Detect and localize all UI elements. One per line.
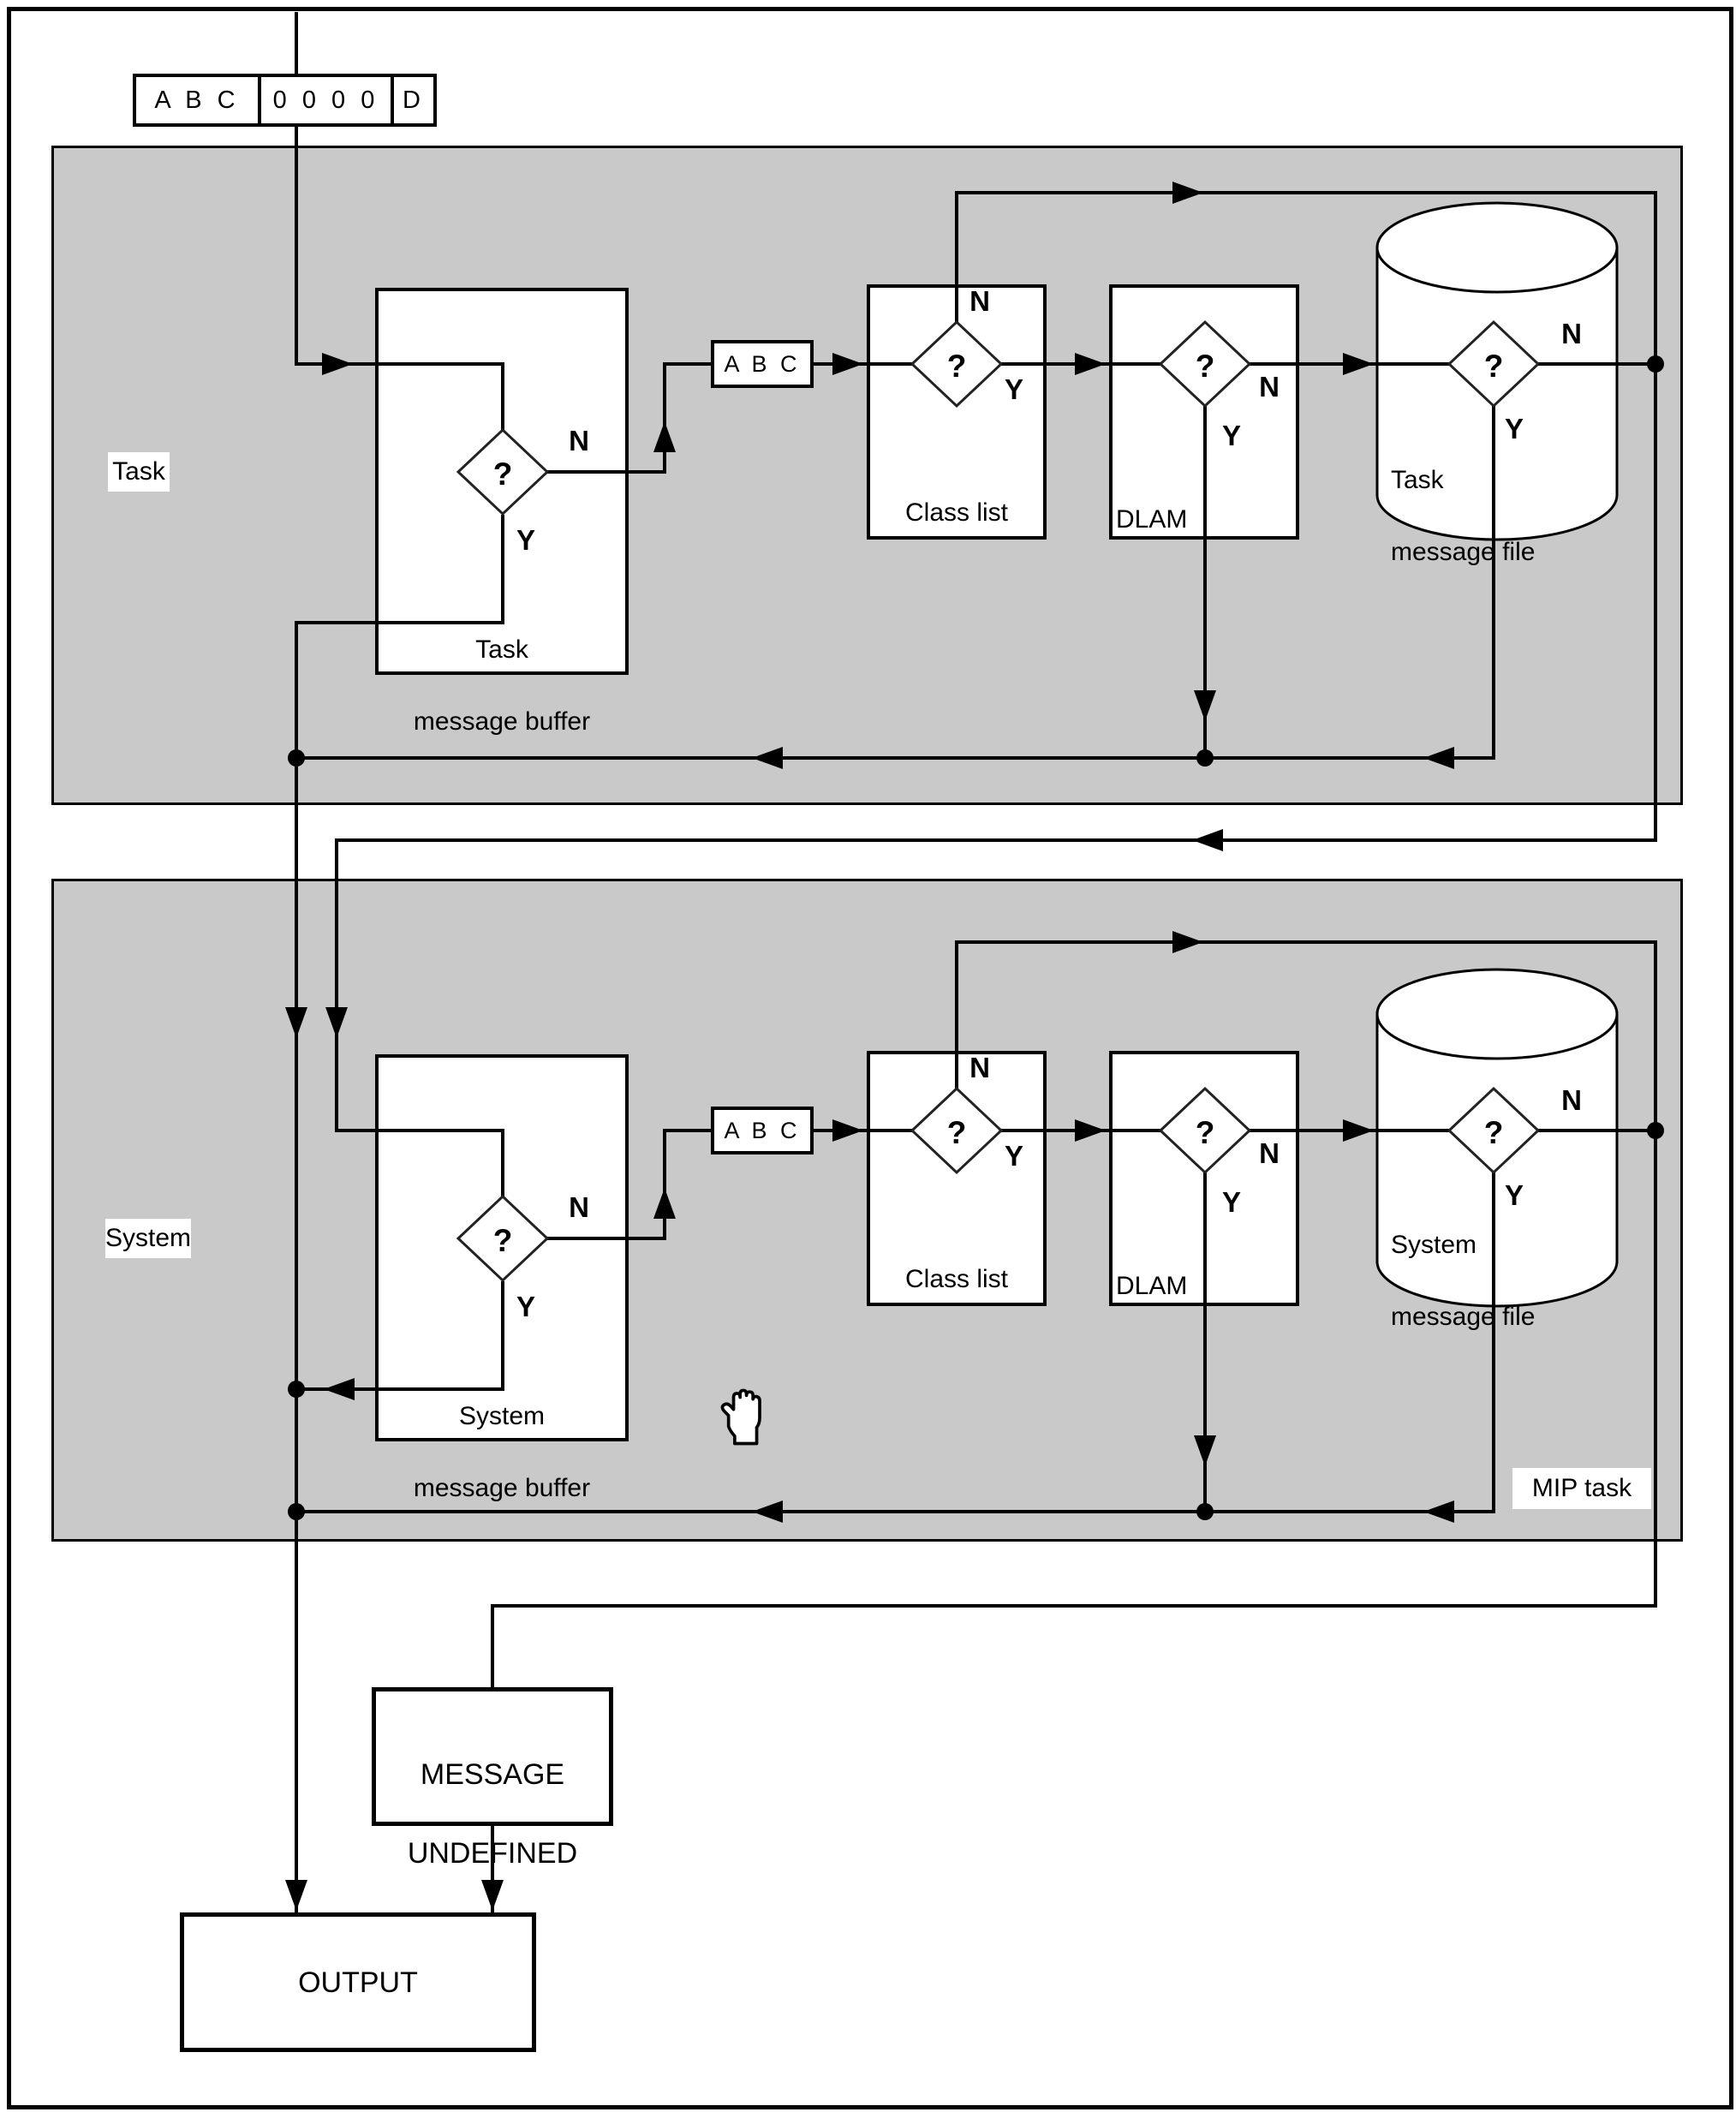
task-file-label-line2: message file xyxy=(1391,538,1536,566)
mip-task-label: MIP task xyxy=(1512,1468,1651,1509)
message-undefined-label xyxy=(373,1715,611,1912)
system-class-y: Y xyxy=(1004,1140,1024,1172)
system-file-n: N xyxy=(1561,1084,1582,1116)
system-buffer-label-line2: message buffer xyxy=(413,1474,591,1502)
message-undefined-line2: UNDEFINED xyxy=(407,1837,578,1870)
message-undefined-line1: MESSAGE xyxy=(420,1758,565,1791)
task-dlam-y: Y xyxy=(1221,420,1242,451)
task-buffer-question: ? xyxy=(492,456,513,492)
register-cell-abc: A B C xyxy=(154,86,240,114)
system-buffer-question: ? xyxy=(492,1223,513,1258)
task-file-label-line1: Task xyxy=(1391,466,1444,494)
task-class-n: N xyxy=(969,285,990,317)
hand-grab-icon xyxy=(716,1386,769,1449)
task-file-y: Y xyxy=(1504,413,1524,444)
system-section-label: System xyxy=(105,1219,191,1258)
task-file-question: ? xyxy=(1483,349,1504,384)
task-dlam-label: DLAM xyxy=(1116,505,1188,534)
system-class-question: ? xyxy=(946,1115,967,1150)
system-file-label-line1: System xyxy=(1391,1231,1477,1259)
system-abc-box: A B C xyxy=(711,1107,814,1154)
system-buffer-y: Y xyxy=(516,1291,536,1322)
system-class-n: N xyxy=(969,1052,990,1083)
system-class-list-label: Class list xyxy=(904,1265,1008,1293)
system-dlam-y: Y xyxy=(1221,1186,1242,1218)
output-box: OUTPUT xyxy=(180,1912,536,2052)
task-section-label: Task xyxy=(108,452,170,492)
system-dlam-n: N xyxy=(1259,1137,1280,1169)
system-dlam-label: DLAM xyxy=(1116,1272,1188,1300)
task-file-n: N xyxy=(1561,318,1582,349)
system-file-label-line2: message file xyxy=(1391,1303,1536,1331)
system-buffer-label-line1: System xyxy=(458,1402,546,1430)
task-abc-box: A B C xyxy=(711,340,814,388)
task-dlam-question: ? xyxy=(1195,349,1215,384)
task-class-list-label: Class list xyxy=(904,498,1008,527)
register-cell-zeros: 0 0 0 0 xyxy=(258,77,391,123)
task-buffer-y: Y xyxy=(516,524,536,556)
task-class-question: ? xyxy=(946,349,967,384)
task-class-y: Y xyxy=(1004,373,1024,405)
task-dlam-n: N xyxy=(1259,371,1280,403)
system-file-question: ? xyxy=(1483,1115,1504,1150)
task-buffer-n: N xyxy=(569,425,589,456)
task-file-label xyxy=(1391,427,1588,606)
system-buffer-n: N xyxy=(569,1191,589,1223)
task-buffer-label xyxy=(377,596,627,776)
system-file-label xyxy=(1391,1191,1588,1371)
arrowheads xyxy=(285,182,1454,1911)
task-buffer-label-line1: Task xyxy=(475,635,528,664)
system-buffer-label xyxy=(377,1363,627,1542)
register-cell-d: D xyxy=(391,77,433,123)
system-file-y: Y xyxy=(1504,1179,1524,1211)
system-dlam-question: ? xyxy=(1195,1115,1215,1150)
task-buffer-label-line2: message buffer xyxy=(413,707,591,736)
